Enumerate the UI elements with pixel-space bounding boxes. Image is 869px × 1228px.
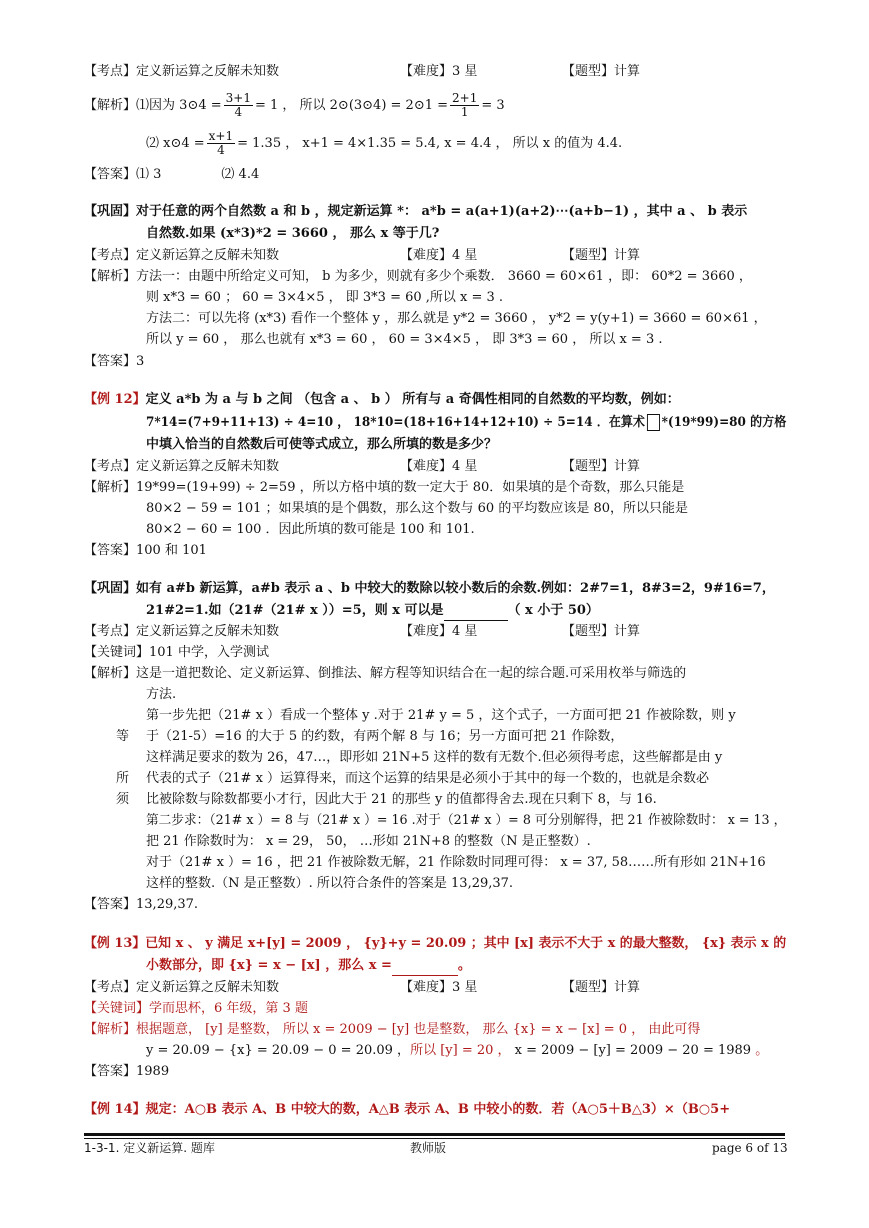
- sol-text: = 3: [481, 98, 505, 113]
- sol-text: ⑵ x⊙4 =: [146, 136, 205, 151]
- jiexi-label: 【解析】: [84, 666, 137, 681]
- solution-line: [146, 875, 513, 893]
- topic-text: 定义新运算之反解未知数: [136, 64, 280, 79]
- kaodian-label: 【考点】: [84, 459, 137, 474]
- sol-text: 这样的整数.（N 是正整数）. 所以符合条件的答案是 13,29,37.: [146, 876, 514, 891]
- footer-left: 1-3-1. 定义新运算. 题库: [84, 1141, 215, 1155]
- question-type: [562, 63, 640, 81]
- topic-row: [84, 979, 279, 997]
- sol-text: 代表的式子（21# x ）运算得来，而这个运算的结果是必须小于其中的每一个数的，也就是余数必: [146, 771, 710, 786]
- sol-text: x = 2009 − [y] = 2009 − 20 = 1989: [510, 1043, 756, 1058]
- question-line: [146, 957, 471, 976]
- question-type: [562, 979, 640, 997]
- solution-line: [146, 833, 591, 851]
- kaodian-label: 【考点】: [84, 248, 137, 263]
- example-label: 【例 12】: [84, 392, 146, 407]
- sol-text: 于（21-5）=16 的大于 5 的约数，有两个解 8 与 16；另一方面可把 21 作除数，: [146, 729, 624, 744]
- solution-line: [146, 812, 786, 830]
- question-text: 如有 a#b 新运算，a#b 表示 a 、b 中较大的数除以较小数后的余数.例如：2#7=1，8#3=2，9#16=7，: [136, 581, 775, 596]
- sol-text: 这是一道把数论、定义新运算、倒推法、解方程等知识结合在一起的综合题.可采用枚举与筛选的: [136, 666, 687, 681]
- sol-text: 方法二：可以先将 (x*3) 看作一个整体 y ，那么就是 y*2 = 3660 ， y*2 = y(y+1) = 3660 = 60×61 ，: [146, 311, 767, 326]
- tixing-label: 【题型】: [562, 64, 615, 79]
- frac-den: 4: [234, 105, 243, 119]
- sol-text: 比被除数与除数都要小才行，因此大于 21 的那些 y 的值都得舍去.现在只剩下 8，与 16.: [146, 792, 657, 807]
- question-text: 中填入恰当的自然数后可使等式成立，那么所填的数是多少？: [146, 437, 498, 452]
- example-label: 【例 14】: [84, 1102, 146, 1117]
- kaodian-label: 【考点】: [84, 980, 137, 995]
- tixing-label: 【题型】: [562, 624, 615, 639]
- example-line: [84, 935, 786, 953]
- question-text: 已知 x 、 y 满足 x+[y] = 2009 ， {y}+y = 20.09 ；其中 [x] 表示不大于 x 的最大整数， {x} 表示 x 的: [145, 936, 787, 951]
- nandu-label: 【难度】: [400, 64, 453, 79]
- answer-row: [84, 542, 207, 560]
- question-text: （ x 小于 50）: [507, 603, 599, 618]
- example-line: [84, 1101, 730, 1119]
- difficulty-value: 4 星: [452, 624, 478, 639]
- difficulty: [400, 63, 477, 81]
- frac-num: 2+1: [452, 91, 478, 105]
- sol-text: = 1 ， 所以 2⊙(3⊙4) = 2⊙1 =: [254, 98, 449, 113]
- sol-text: 。: [755, 1043, 769, 1058]
- footer-divider-thin: [84, 1138, 785, 1139]
- solution-line: [146, 289, 503, 307]
- sol-text: ⑴因为: [136, 98, 176, 113]
- solution-line: [146, 791, 657, 809]
- question-text: 21#2=1.如（21#（21# x ））=5，则 x 可以是: [146, 603, 444, 618]
- footer-center: 教师版: [410, 1141, 447, 1155]
- sol-text: 方法.: [146, 687, 177, 702]
- sol-text: = 1.35 ， x+1 = 4×1.35 = 5.4, x = 4.4 ， 所以 x 的值为 4.4.: [237, 136, 623, 151]
- solution-line: [146, 500, 688, 518]
- question-text: *(19*99)=80 的方格: [661, 415, 787, 430]
- solution-line: [146, 854, 766, 872]
- jiexi-label: 【解析】: [84, 1022, 137, 1037]
- difficulty: [400, 458, 477, 476]
- solution-line: [146, 686, 176, 704]
- guanjianci-label: 【关键词】: [84, 645, 150, 660]
- frac-den: 4: [217, 143, 225, 157]
- topic-text: 定义新运算之反解未知数: [136, 980, 280, 995]
- question-line: [146, 225, 439, 243]
- keywords-row: [84, 644, 269, 662]
- sol-text: y = 20.09 − {x} = 20.09 − 0 = 20.09 ，: [146, 1043, 411, 1058]
- daan-label: 【答案】: [84, 543, 137, 558]
- tixing-label: 【题型】: [562, 980, 615, 995]
- solution-line: [84, 268, 752, 286]
- answer-row: [84, 1063, 169, 1081]
- answer-box: [647, 414, 660, 431]
- sol-text: 把 21 作除数时为： x = 29， 50， …形如 21N+8 的整数（N 是正整数）.: [146, 834, 591, 849]
- sol-text: 80×2 − 59 = 101 ；如果填的是个偶数，那么这个数与 60 的平均数应该是 80，所以只能是: [146, 501, 688, 516]
- side-char: 等: [116, 729, 130, 744]
- answer-value: 1989: [136, 1064, 170, 1079]
- difficulty: [400, 979, 477, 997]
- answer-row: [84, 166, 259, 184]
- example-line: [84, 391, 680, 409]
- solution-line: [84, 1021, 700, 1039]
- answer-value: ⑵ 4.4: [221, 167, 260, 182]
- topic-row: [84, 247, 279, 265]
- sol-text: 第一步先把（21# x ）看成一个整体 y .对于 21# y = 5 ，这个式子，一方面可把 21 作被除数，则 y: [146, 708, 736, 723]
- jiexi-label: 【解析】: [84, 98, 137, 113]
- sol-text: 所以 [y] = 20 ，: [410, 1043, 511, 1058]
- topic-text: 定义新运算之反解未知数: [136, 459, 280, 474]
- daan-label: 【答案】: [84, 354, 137, 369]
- nandu-label: 【难度】: [400, 624, 453, 639]
- solution-line: [84, 665, 686, 683]
- example-label: 【例 13】: [84, 936, 146, 951]
- question-line: [84, 580, 775, 598]
- kaodian-label: 【考点】: [84, 624, 137, 639]
- question-line: [84, 203, 747, 221]
- type-value: 计算: [614, 248, 641, 263]
- solution-line: [146, 728, 623, 746]
- page-number: page 6 of 13: [712, 1141, 788, 1155]
- sol-text: 方法一：由题中所给定义可知， b 为多少，则就有多少个乘数． 3660 = 60×61 ，即： 60*2 = 3660 ，: [136, 269, 752, 284]
- question-line: [146, 436, 497, 454]
- difficulty-value: 3 星: [452, 980, 478, 995]
- fraction: [224, 92, 253, 119]
- solution-line: [146, 707, 736, 725]
- solution-line: [146, 1042, 768, 1060]
- solution-line: [84, 479, 684, 497]
- question-text: 7*14=(7+9+11+13) ÷ 4=10 ， 18*10=(18+16+14+12+10) ÷ 5=14 ．在算术: [146, 415, 645, 430]
- keywords-value: 学而思杯，6 年级，第 3 题: [149, 1001, 308, 1016]
- daan-label: 【答案】: [84, 897, 137, 912]
- frac-num: 3+1: [225, 91, 251, 105]
- daan-label: 【答案】: [84, 1064, 137, 1079]
- sol-text: 所以 y = 60 ， 那么也就有 x*3 = 60 ， 60 = 3×4×5 ， 即 3*3 = 60 ， 所以 x = 3 .: [146, 332, 663, 347]
- fraction: [207, 130, 235, 157]
- side-char: 所: [116, 771, 130, 786]
- question-text: 规定：A○B 表示 A、B 中较大的数，A△B 表示 A、B 中较小的数．若（A○5＋B△3）×（B○5+: [145, 1102, 731, 1117]
- sol-text: 80×2 − 60 = 100 ．因此所填的数可能是 100 和 101.: [146, 522, 475, 537]
- type-value: 计算: [614, 459, 641, 474]
- type-value: 计算: [614, 64, 641, 79]
- question-text: 小数部分，即 {x} = x − [x] ，那么 x =: [146, 958, 392, 973]
- gonggu-label: 【巩固】: [84, 581, 137, 596]
- solution-line: [84, 92, 505, 119]
- footer-divider: [84, 1133, 785, 1136]
- fill-blank: [392, 957, 458, 976]
- type-value: 计算: [614, 624, 641, 639]
- type-value: 计算: [614, 980, 641, 995]
- keywords-value: 101 中学，入学测试: [149, 645, 269, 660]
- fill-blank: [444, 602, 508, 621]
- question-text: 自然数.如果 (x*3)*2 = 3660 ， 那么 x 等于几?: [146, 226, 440, 241]
- answer-value: ⑴ 3: [136, 167, 162, 182]
- solution-line: [146, 521, 475, 539]
- question-type: [562, 247, 640, 265]
- frac-den: 1: [460, 105, 469, 119]
- tixing-label: 【题型】: [562, 248, 615, 263]
- question-text: 。: [457, 958, 471, 973]
- question-text: 定义 a*b 为 a 与 b 之间 （包含 a 、 b ） 所有与 a 奇偶性相同的自然数的平均数，例如：: [145, 392, 680, 407]
- nandu-label: 【难度】: [400, 980, 453, 995]
- sol-text: 根据题意， [y] 是整数， 所以 x = 2009 − [y] 也是整数， 那么 {x} = x − [x] = 0 ， 由此可得: [136, 1022, 701, 1037]
- solution-line: [146, 310, 767, 328]
- guanjianci-label: 【关键词】: [84, 1001, 150, 1016]
- answer-value: 100 和 101: [136, 543, 207, 558]
- fraction: [450, 92, 479, 119]
- topic-text: 定义新运算之反解未知数: [136, 624, 280, 639]
- jiexi-label: 【解析】: [84, 269, 137, 284]
- topic-row: [84, 623, 279, 641]
- sol-text: 对于（21# x ）= 16 ，把 21 作被除数无解，21 作除数时同理可得： x = 37, 58……所有形如 21N+16: [146, 855, 766, 870]
- answer-row: [84, 896, 198, 914]
- question-text: 对于任意的两个自然数 a 和 b ，规定新运算 *： a*b = a(a+1)(a+2)⋯(a+b−1) ，其中 a 、 b 表示: [136, 204, 748, 219]
- keywords-row: [84, 1000, 308, 1018]
- question-line: [146, 602, 599, 621]
- frac-num: x+1: [208, 129, 234, 143]
- nandu-label: 【难度】: [400, 459, 453, 474]
- question-type: [562, 458, 640, 476]
- solution-line: [146, 130, 622, 157]
- sol-text: 19*99=(19+99) ÷ 2=59 ，所以方格中填的数一定大于 80．如果填的是个奇数，那么只能是: [136, 480, 685, 495]
- jiexi-label: 【解析】: [84, 480, 137, 495]
- topic-row: [84, 458, 279, 476]
- sol-text: 第二步求：（21# x ）= 8 与（21# x ）= 16 .对于（21# x ）= 8 可分别解得，把 21 作被除数时： x = 13 ，: [146, 813, 787, 828]
- kaodian-label: 【考点】: [84, 64, 137, 79]
- sol-expr: 3⊙4 =: [179, 98, 222, 113]
- topic-row: [84, 63, 279, 81]
- answer-row: [84, 353, 144, 371]
- answer-value: 13,29,37.: [136, 897, 199, 912]
- tixing-label: 【题型】: [562, 459, 615, 474]
- difficulty-value: 3 星: [452, 64, 478, 79]
- difficulty-value: 4 星: [452, 459, 478, 474]
- question-line: [146, 414, 786, 432]
- solution-line: [146, 770, 709, 788]
- solution-line: [146, 749, 722, 767]
- difficulty: [400, 623, 477, 641]
- nandu-label: 【难度】: [400, 248, 453, 263]
- side-char: 须: [116, 792, 130, 807]
- answer-value: 3: [136, 354, 145, 369]
- question-type: [562, 623, 640, 641]
- topic-text: 定义新运算之反解未知数: [136, 248, 280, 263]
- gonggu-label: 【巩固】: [84, 204, 137, 219]
- difficulty-value: 4 星: [452, 248, 478, 263]
- difficulty: [400, 247, 477, 265]
- sol-text: 这样满足要求的数为 26，47…，即形如 21N+5 这样的数有无数个.但必须得考虑，这些解都是由 y: [146, 750, 723, 765]
- solution-line: [146, 331, 663, 349]
- daan-label: 【答案】: [84, 167, 137, 182]
- sol-text: 则 x*3 = 60 ； 60 = 3×4×5 ， 即 3*3 = 60 ,所以 x = 3 .: [146, 290, 504, 305]
